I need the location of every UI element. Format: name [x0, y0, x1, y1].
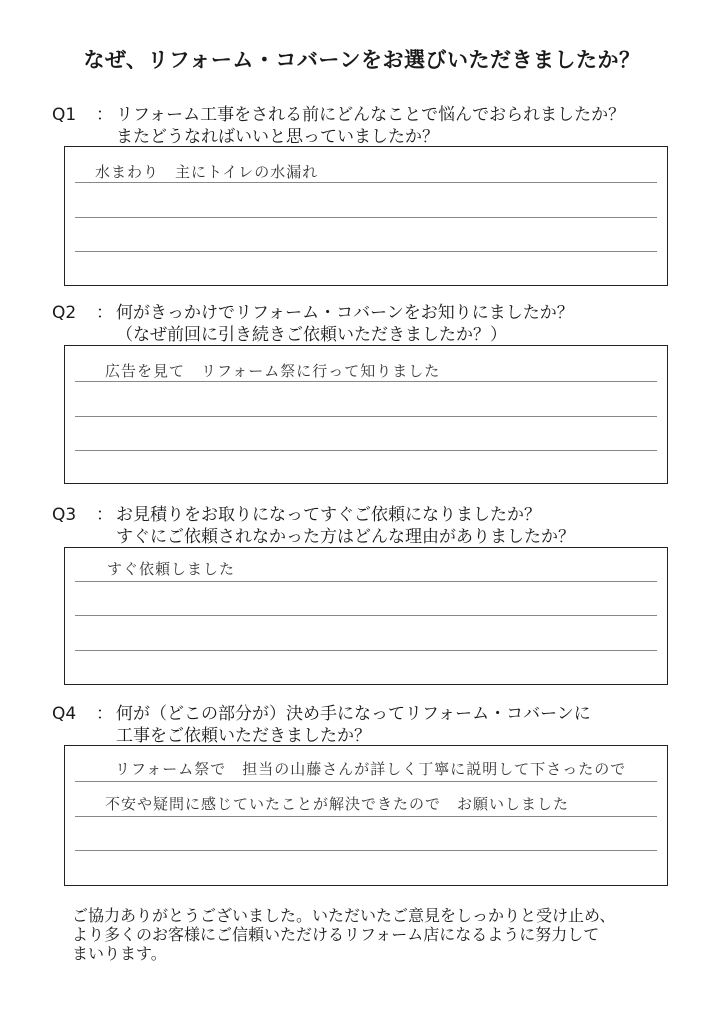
question-1 — [52, 104, 625, 148]
ruled-line — [75, 251, 657, 252]
ruled-line — [75, 381, 657, 382]
question-separator: ： — [96, 303, 113, 323]
question-number: Q4 — [52, 704, 77, 724]
question-text-line2: またどうなればいいと思っていましたか？ — [116, 127, 439, 147]
question-separator: ： — [96, 704, 113, 724]
answer-box-3 — [64, 547, 668, 685]
question-number: Q1 — [52, 105, 77, 125]
closing-line: ご協力ありがとうございました。いただいたご意見をしっかりと受け止め、 — [72, 906, 616, 925]
handwritten-answer: 不安や疑問に感じていたことが解決できたので お願いしました — [105, 795, 570, 813]
answer-box-4 — [64, 745, 668, 886]
question-text-line2: すぐにご依頼されなかった方はどんな理由がありましたか？ — [116, 527, 575, 547]
question-text-line2: （なぜ前回に引き続きご依頼いただきましたか？） — [116, 325, 507, 345]
closing-line: まいります。 — [72, 944, 167, 963]
handwritten-answer: 広告を見て リフォーム祭に行って知りました — [105, 362, 441, 380]
ruled-line — [75, 581, 657, 582]
question-3 — [52, 504, 575, 548]
ruled-line — [75, 650, 657, 651]
handwritten-answer: リフォーム祭で 担当の山藤さんが詳しく丁寧に説明して下さったので — [115, 760, 627, 778]
closing-line: より多くのお客様にご信頼いただけるリフォーム店になるように努力して — [72, 925, 600, 944]
ruled-line — [75, 182, 657, 183]
ruled-line — [75, 816, 657, 817]
question-2 — [52, 302, 574, 346]
answer-box-1 — [64, 146, 668, 286]
question-text-line2: 工事をご依頼いただきましたか？ — [116, 726, 371, 746]
ruled-line — [75, 850, 657, 851]
question-text-line1: お見積りをお取りになってすぐご依頼になりましたか？ — [116, 505, 541, 525]
ruled-line — [75, 781, 657, 782]
ruled-line — [75, 450, 657, 451]
question-separator: ： — [96, 105, 113, 125]
question-number: Q3 — [52, 505, 77, 525]
handwritten-answer: 水まわり 主にトイレの水漏れ — [95, 163, 319, 181]
question-text-line1: 何がきっかけでリフォーム・コバーンをお知りにましたか？ — [116, 303, 574, 323]
question-text-line1: リフォーム工事をされる前にどんなことで悩んでおられましたか？ — [116, 105, 626, 125]
ruled-line — [75, 416, 657, 417]
page-title: なぜ、リフォーム・コバーンをお選びいただきましたか？ — [83, 48, 641, 72]
question-text-line1: 何が（どこの部分が）決め手になってリフォーム・コバーンに — [116, 704, 591, 724]
answer-box-2 — [64, 345, 668, 484]
handwritten-answer: すぐ依頼しました — [107, 560, 236, 578]
ruled-line — [75, 217, 657, 218]
question-separator: ： — [96, 505, 113, 525]
question-4 — [52, 703, 591, 747]
ruled-line — [75, 615, 657, 616]
question-number: Q2 — [52, 303, 77, 323]
closing-message — [72, 906, 615, 963]
